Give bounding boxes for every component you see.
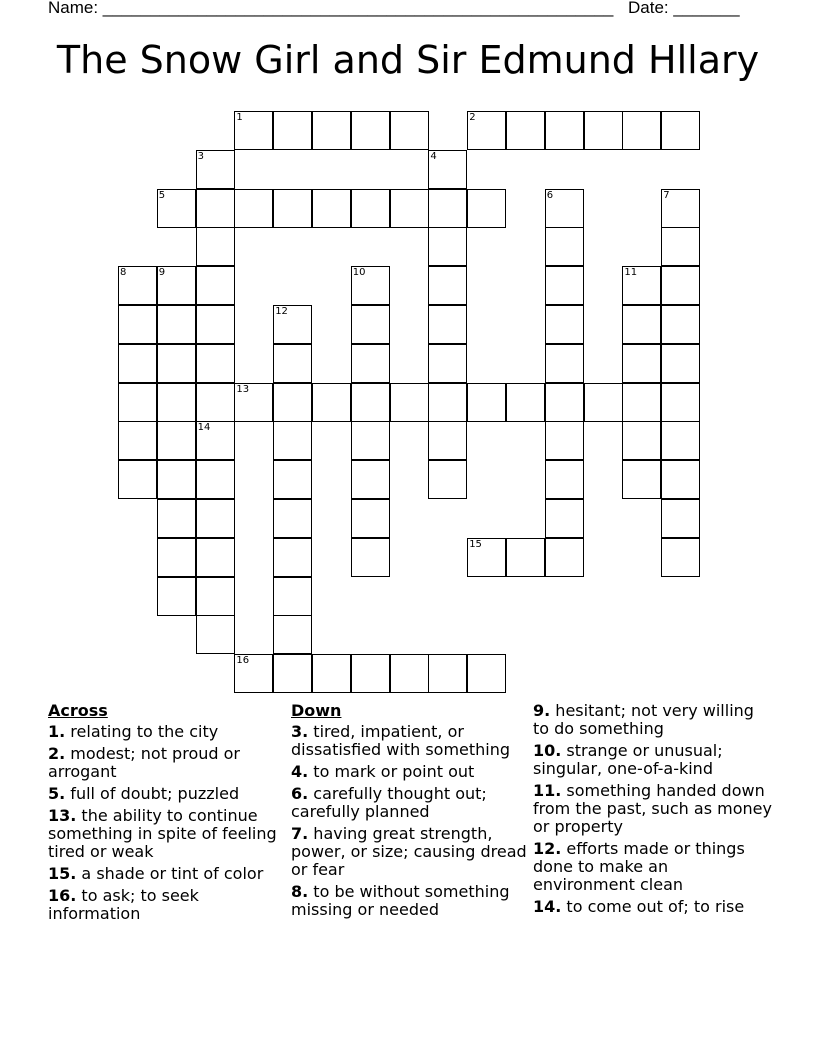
grid-cell[interactable] xyxy=(196,538,235,577)
grid-cell[interactable] xyxy=(390,111,429,150)
clue-item-number: 10. xyxy=(533,741,562,760)
grid-cell[interactable] xyxy=(273,305,312,344)
grid-cell[interactable] xyxy=(467,111,506,150)
clue-item-text: tired, impatient, or dissatisfied with something xyxy=(291,722,511,759)
clue-item xyxy=(291,723,527,759)
grid-cell[interactable] xyxy=(273,460,312,499)
clue-item-text: having great strength, power, or size; causing dread or fear xyxy=(291,824,527,879)
clue-item xyxy=(291,825,527,879)
clue-number: 12 xyxy=(275,306,288,317)
grid-cell[interactable] xyxy=(622,421,661,460)
grid-cell[interactable] xyxy=(118,266,157,305)
clue-item-number: 7. xyxy=(291,824,309,843)
grid-cell[interactable] xyxy=(622,344,661,383)
clue-number: 10 xyxy=(352,267,366,279)
clue-item-number: 14. xyxy=(533,897,562,916)
grid-cell[interactable] xyxy=(196,150,235,189)
clue-number: 2 xyxy=(469,112,476,123)
clue-item-text: relating to the city xyxy=(65,722,219,741)
grid-cell[interactable] xyxy=(351,499,390,538)
clue-item xyxy=(533,742,773,778)
grid-cell[interactable] xyxy=(157,499,196,538)
name-field[interactable]: Name: ______________________________________________________ xyxy=(48,0,614,17)
grid-cell[interactable] xyxy=(428,227,467,266)
clue-number: 14 xyxy=(197,422,211,434)
across-clues xyxy=(48,702,284,927)
grid-cell[interactable] xyxy=(157,383,196,422)
grid-cell[interactable] xyxy=(428,189,467,228)
grid-cell[interactable] xyxy=(196,460,235,499)
grid-cell[interactable] xyxy=(545,421,584,460)
clue-item xyxy=(48,887,284,923)
grid-cell[interactable] xyxy=(196,266,235,305)
page-title: The Snow Girl and Sir Edmund Hllary xyxy=(56,38,760,82)
grid-cell[interactable] xyxy=(157,266,196,305)
date-field[interactable]: Date: _______ xyxy=(628,0,740,17)
grid-cell[interactable] xyxy=(622,460,661,499)
grid-cell[interactable] xyxy=(312,654,351,693)
clue-item-number: 4. xyxy=(291,762,309,781)
grid-cell[interactable] xyxy=(545,460,584,499)
grid-cell[interactable] xyxy=(273,654,312,693)
grid-cell[interactable] xyxy=(584,383,623,422)
grid-cell[interactable] xyxy=(622,305,661,344)
clue-item-number: 8. xyxy=(291,882,309,901)
grid-cell[interactable] xyxy=(661,111,700,150)
clue-item-text: strange or unusual; singular, one-of-a-kind xyxy=(533,741,723,778)
grid-cell[interactable] xyxy=(351,460,390,499)
grid-cell[interactable] xyxy=(351,266,390,305)
grid-cell[interactable] xyxy=(351,383,390,422)
grid-cell[interactable] xyxy=(273,383,312,422)
grid-cell[interactable] xyxy=(622,111,661,150)
grid-cell[interactable] xyxy=(234,383,273,422)
clue-item-number: 16. xyxy=(48,886,77,905)
grid-cell[interactable] xyxy=(118,383,157,422)
grid-cell[interactable] xyxy=(273,538,312,577)
grid-cell[interactable] xyxy=(622,383,661,422)
grid-cell[interactable] xyxy=(351,344,390,383)
grid-cell[interactable] xyxy=(467,538,506,577)
grid-cell[interactable] xyxy=(661,227,700,266)
clue-number: 4 xyxy=(430,150,437,162)
grid-cell[interactable] xyxy=(351,189,390,228)
clue-number: 11 xyxy=(624,267,638,279)
grid-cell[interactable] xyxy=(390,654,429,693)
grid-cell[interactable] xyxy=(157,538,196,577)
grid-cell[interactable] xyxy=(622,266,661,305)
clue-item xyxy=(48,865,284,883)
grid-cell[interactable] xyxy=(196,305,235,344)
clue-item-text: hesitant; not very willing to do something xyxy=(533,701,754,738)
clue-item xyxy=(533,898,773,916)
grid-cell[interactable] xyxy=(545,383,584,422)
clue-item xyxy=(48,745,284,781)
clue-item xyxy=(533,840,773,894)
grid-cell[interactable] xyxy=(661,460,700,499)
grid-cell[interactable] xyxy=(312,189,351,228)
grid-cell[interactable] xyxy=(196,227,235,266)
grid-cell[interactable] xyxy=(545,266,584,305)
clue-item-text: a shade or tint of color xyxy=(76,864,264,883)
grid-cell[interactable] xyxy=(312,111,351,150)
across-heading: Across xyxy=(48,701,108,720)
grid-cell[interactable] xyxy=(234,189,273,228)
grid-cell[interactable] xyxy=(506,383,545,422)
clue-item-number: 2. xyxy=(48,744,66,763)
grid-cell[interactable] xyxy=(661,383,700,422)
clue-number: 6 xyxy=(546,189,554,201)
grid-cell[interactable] xyxy=(351,538,390,577)
clue-item-text: to mark or point out xyxy=(308,762,475,781)
clue-item-text: full of doubt; puzzled xyxy=(65,784,240,803)
clue-number: 15 xyxy=(469,538,482,550)
grid-cell[interactable] xyxy=(157,460,196,499)
clue-item-number: 6. xyxy=(291,784,309,803)
grid-cell[interactable] xyxy=(196,577,235,616)
grid-cell[interactable] xyxy=(157,189,196,228)
grid-cell[interactable] xyxy=(661,421,700,460)
clue-item xyxy=(291,763,527,781)
grid-cell[interactable] xyxy=(196,383,235,422)
grid-cell[interactable] xyxy=(351,421,390,460)
clue-item-number: 15. xyxy=(48,864,77,883)
grid-cell[interactable] xyxy=(390,383,429,422)
clue-item-text: carefully thought out; carefully planned xyxy=(291,784,487,821)
clue-number: 8 xyxy=(120,267,127,279)
clue-item-number: 3. xyxy=(291,722,309,741)
grid-cell[interactable] xyxy=(234,654,273,693)
grid-cell[interactable] xyxy=(234,111,273,150)
grid-cell[interactable] xyxy=(661,266,700,305)
grid-cell[interactable] xyxy=(351,111,390,150)
grid-cell[interactable] xyxy=(584,111,623,150)
grid-cell[interactable] xyxy=(196,344,235,383)
grid-cell[interactable] xyxy=(118,421,157,460)
grid-cell[interactable] xyxy=(467,654,506,693)
grid-cell[interactable] xyxy=(273,344,312,383)
grid-cell[interactable] xyxy=(661,538,700,577)
clue-item-text: efforts made or things done to make an environment clean xyxy=(533,839,745,894)
clue-item-text: the ability to continue something in spite of feeling tired or weak xyxy=(48,806,277,861)
clue-item-text: to ask; to seek information xyxy=(48,886,199,923)
grid-cell[interactable] xyxy=(118,344,157,383)
grid-cell[interactable] xyxy=(273,421,312,460)
grid-cell[interactable] xyxy=(157,421,196,460)
grid-cell[interactable] xyxy=(351,305,390,344)
grid-cell[interactable] xyxy=(545,344,584,383)
grid-cell[interactable] xyxy=(428,421,467,460)
down-heading: Down xyxy=(291,701,342,720)
grid-cell[interactable] xyxy=(196,421,235,460)
clue-number: 5 xyxy=(158,189,166,201)
grid-cell[interactable] xyxy=(273,577,312,616)
clue-item xyxy=(291,785,527,821)
grid-cell[interactable] xyxy=(428,383,467,422)
clue-number: 3 xyxy=(197,150,204,162)
clue-item-text: to come out of; to rise xyxy=(561,897,745,916)
clue-item-number: 12. xyxy=(533,839,562,858)
grid-cell[interactable] xyxy=(506,538,545,577)
grid-cell[interactable] xyxy=(390,189,429,228)
grid-cell[interactable] xyxy=(118,460,157,499)
grid-cell[interactable] xyxy=(196,615,235,654)
clue-item-number: 1. xyxy=(48,722,66,741)
grid-cell[interactable] xyxy=(545,227,584,266)
grid-cell[interactable] xyxy=(428,460,467,499)
grid-cell[interactable] xyxy=(351,654,390,693)
grid-cell[interactable] xyxy=(545,189,584,228)
grid-cell[interactable] xyxy=(196,189,235,228)
clue-item xyxy=(48,723,284,741)
grid-cell[interactable] xyxy=(157,305,196,344)
clue-item xyxy=(48,785,284,803)
clue-number: 1 xyxy=(236,112,243,123)
grid-cell[interactable] xyxy=(545,305,584,344)
clue-item-text: something handed down from the past, such as money or property xyxy=(533,781,772,836)
down-clues-continued xyxy=(533,702,773,920)
grid-cell[interactable] xyxy=(428,266,467,305)
clue-item-number: 11. xyxy=(533,781,562,800)
clue-item xyxy=(291,883,527,919)
grid-cell[interactable] xyxy=(506,111,545,150)
grid-cell[interactable] xyxy=(157,344,196,383)
clue-item-number: 9. xyxy=(533,701,551,720)
grid-cell[interactable] xyxy=(273,499,312,538)
clue-number: 16 xyxy=(236,655,250,667)
clue-item-text: to be without something missing or needed xyxy=(291,882,510,919)
clue-item xyxy=(533,702,773,738)
clue-item xyxy=(533,782,773,836)
grid-cell[interactable] xyxy=(428,305,467,344)
grid-cell[interactable] xyxy=(428,344,467,383)
down-clues xyxy=(291,702,527,923)
grid-cell[interactable] xyxy=(545,499,584,538)
grid-cell[interactable] xyxy=(273,189,312,228)
clue-item-number: 13. xyxy=(48,806,77,825)
grid-cell[interactable] xyxy=(545,111,584,150)
grid-cell[interactable] xyxy=(428,654,467,693)
clue-item xyxy=(48,807,284,861)
grid-cell[interactable] xyxy=(661,344,700,383)
clue-number: 9 xyxy=(158,267,166,279)
clue-number: 7 xyxy=(663,189,670,201)
grid-cell[interactable] xyxy=(428,150,467,189)
clue-item-number: 5. xyxy=(48,784,66,803)
grid-cell[interactable] xyxy=(467,189,506,228)
grid-cell[interactable] xyxy=(273,615,312,654)
grid-cell[interactable] xyxy=(157,577,196,616)
grid-cell[interactable] xyxy=(273,111,312,150)
clue-item-text: modest; not proud or arrogant xyxy=(48,744,240,781)
grid-cell[interactable] xyxy=(545,538,584,577)
grid-cell[interactable] xyxy=(312,383,351,422)
clue-number: 13 xyxy=(236,383,250,395)
grid-cell[interactable] xyxy=(196,499,235,538)
grid-cell[interactable] xyxy=(661,499,700,538)
grid-cell[interactable] xyxy=(467,383,506,422)
grid-cell[interactable] xyxy=(118,305,157,344)
grid-cell[interactable] xyxy=(661,189,700,228)
grid-cell[interactable] xyxy=(661,305,700,344)
